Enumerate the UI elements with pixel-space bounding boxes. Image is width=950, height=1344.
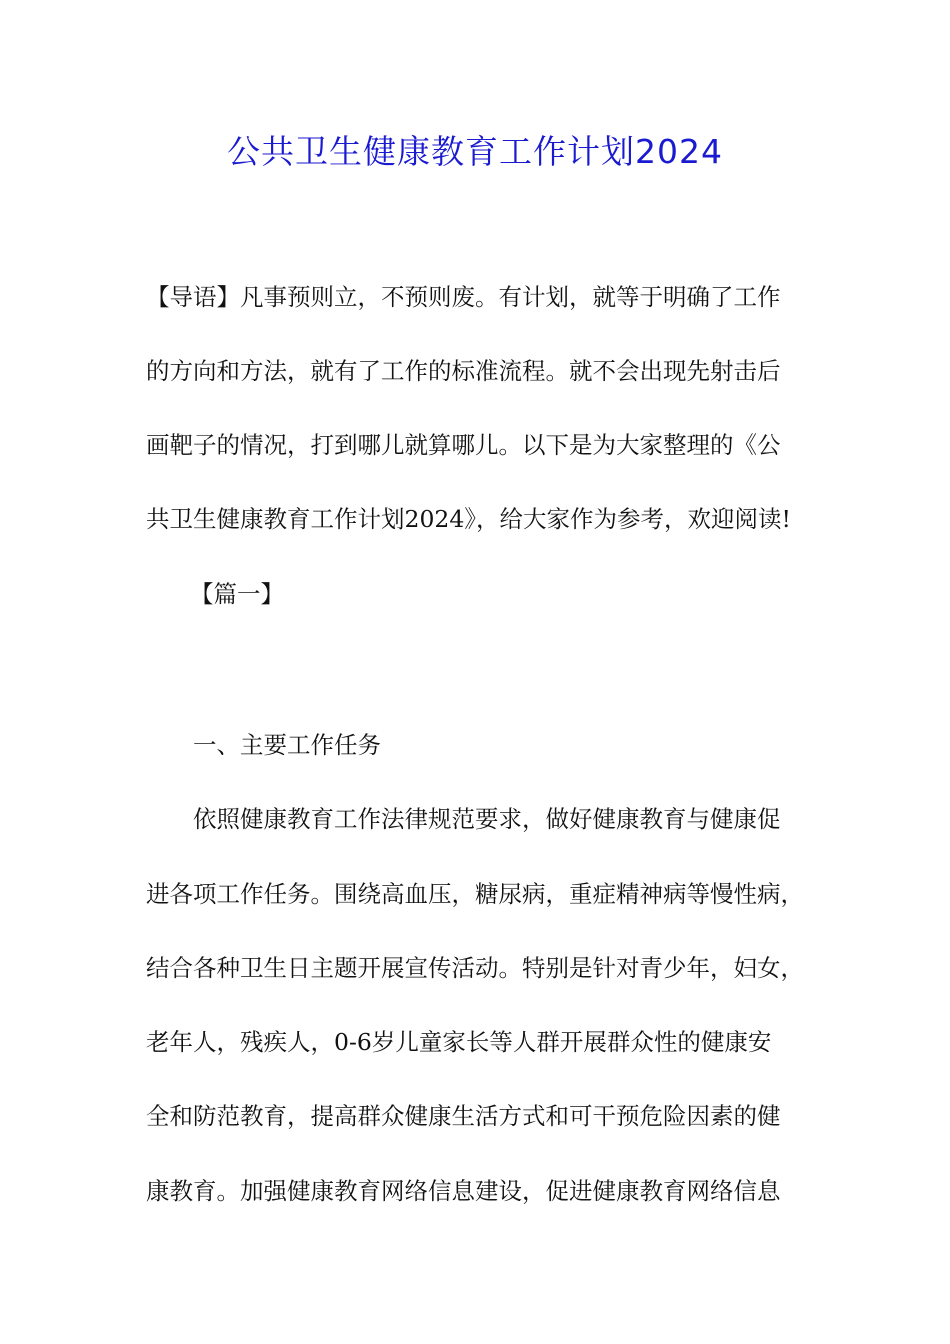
intro-line-3: 画靶子的情况，打到哪儿就算哪儿。以下是为大家整理的《公 <box>146 431 781 459</box>
intro-line-1: 【导语】凡事预则立，不预则废。有计划，就等于明确了工作 <box>146 283 781 311</box>
body-line-1: 依照健康教育工作法律规范要求，做好健康教育与健康促 <box>193 805 781 833</box>
body-line-3: 结合各种卫生日主题开展宣传活动。特别是针对青少年，妇女， <box>146 954 804 982</box>
body-line-5: 全和防范教育，提高群众健康生活方式和可干预危险因素的健 <box>146 1102 781 1130</box>
body-line-4: 老年人，残疾人，0-6岁儿童家长等人群开展群众性的健康安 <box>146 1028 772 1056</box>
section-label: 【篇一】 <box>190 580 284 608</box>
heading-main-tasks: 一、主要工作任务 <box>193 731 381 759</box>
document-title: 公共卫生健康教育工作计划2024 <box>227 132 723 171</box>
intro-line-2: 的方向和方法，就有了工作的标准流程。就不会出现先射击后 <box>146 357 781 385</box>
body-line-2: 进各项工作任务。围绕高血压，糖尿病，重症精神病等慢性病， <box>146 880 804 908</box>
intro-line-4: 共卫生健康教育工作计划2024》，给大家作为参考，欢迎阅读! <box>146 505 791 533</box>
body-line-6: 康教育。加强健康教育网络信息建设，促进健康教育网络信息 <box>146 1177 781 1205</box>
